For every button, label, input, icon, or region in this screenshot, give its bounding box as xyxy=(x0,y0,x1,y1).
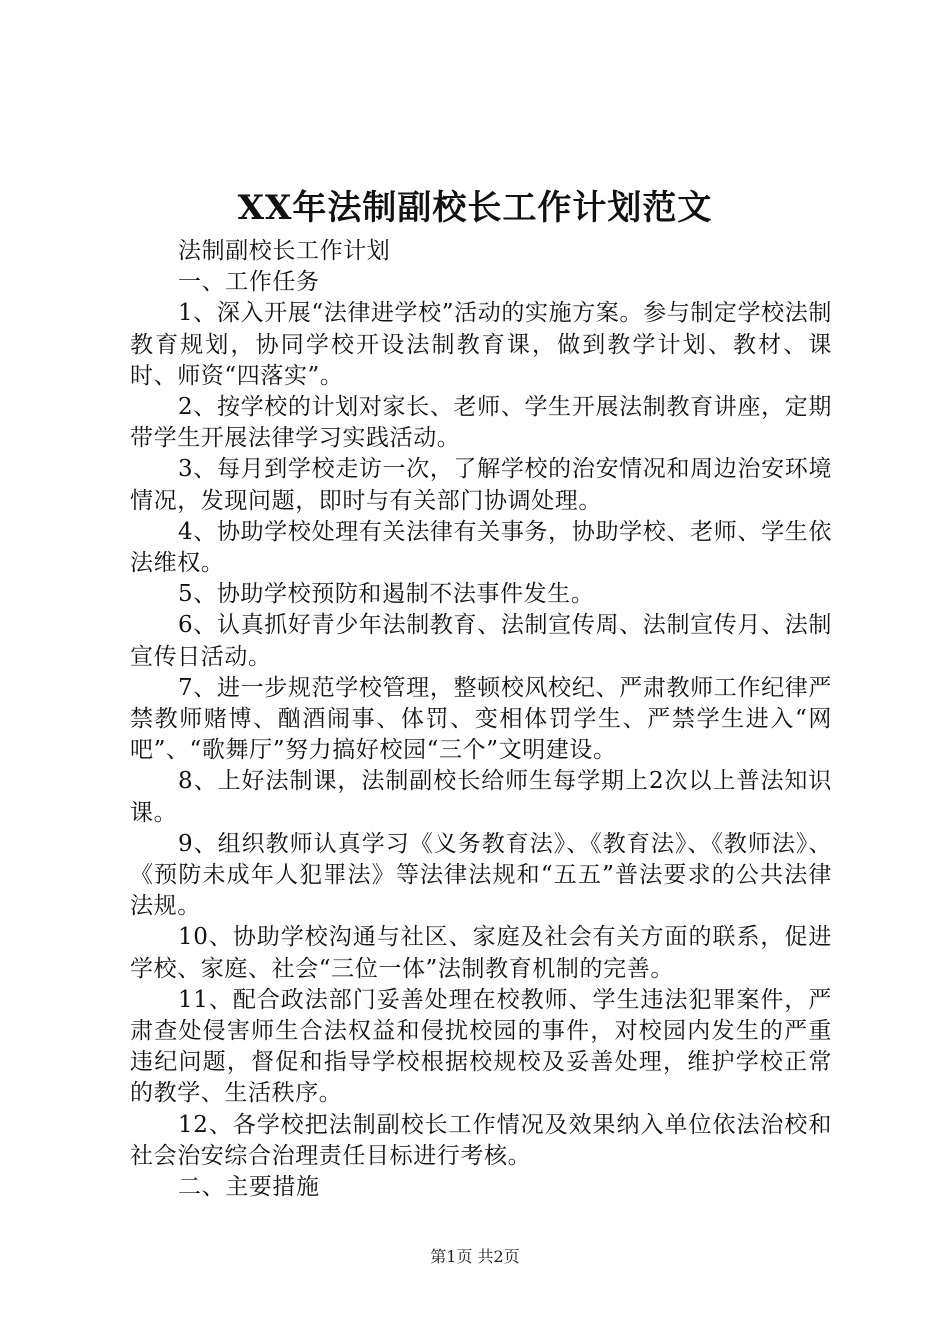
page-number-footer: 第1页 共2页 xyxy=(430,1247,520,1266)
task-item-7: 7、进一步规范学校管理，整顿校风校纪、严肃教师工作纪律严禁教师赌博、酗酒闹事、体罚、变相体罚学生、严禁学生进入“网吧”、“歌舞厅”努力搞好校园“三个”文明建设。 xyxy=(130,674,832,764)
task-item-4: 4、协助学校处理有关法律有关事务，协助学校、老师、学生依法维权。 xyxy=(130,518,832,577)
section-heading-tasks: 一、工作任务 xyxy=(178,269,320,296)
task-item-12: 12、各学校把法制副校长工作情况及效果纳入单位依法治校和社会治安综合治理责任目标进行考核。 xyxy=(130,1111,832,1169)
task-item-10: 10、协助学校沟通与社区、家庭及社会有关方面的联系，促进学校、家庭、社会“三位一体”法制教育机制的完善。 xyxy=(130,924,832,982)
task-item-3: 3、每月到学校走访一次，了解学校的治安情况和周边治安环境情况，发现问题，即时与有关部门协调处理。 xyxy=(130,456,832,514)
task-item-6: 6、认真抓好青少年法制教育、法制宣传周、法制宣传月、法制宣传日活动。 xyxy=(130,612,832,670)
section-heading-measures: 二、主要措施 xyxy=(178,1174,320,1201)
task-item-1: 1、深入开展“法律进学校”活动的实施方案。参与制定学校法制教育规划，协同学校开设法制教育课，做到教学计划、教材、课时、师资“四落实”。 xyxy=(130,300,832,389)
subtitle-paragraph: 法制副校长工作计划 xyxy=(178,238,391,264)
document-title: XX年法制副校长工作计划范文 xyxy=(237,188,713,228)
task-item-11: 11、配合政法部门妥善处理在校教师、学生违法犯罪案件，严肃查处侵害师生合法权益和侵扰校园的事件，对校园内发生的严重违纪问题，督促和指导学校根据校规校及妥善处理，维护学校正常的教学、生活秩序。 xyxy=(130,986,832,1107)
task-item-8: 8、上好法制课，法制副校长给师生每学期上2次以上普法知识课。 xyxy=(130,768,832,826)
document-body xyxy=(130,236,832,1203)
task-item-5: 5、协助学校预防和遏制不法事件发生。 xyxy=(178,581,595,608)
task-item-9: 9、组织教师认真学习《义务教育法》、《教育法》、《教师法》、《预防未成年人犯罪法》等法律法规和“五五”普法要求的公共法律法规。 xyxy=(130,830,832,920)
task-item-2: 2、按学校的计划对家长、老师、学生开展法制教育讲座，定期带学生开展法律学习实践活动。 xyxy=(130,394,832,452)
